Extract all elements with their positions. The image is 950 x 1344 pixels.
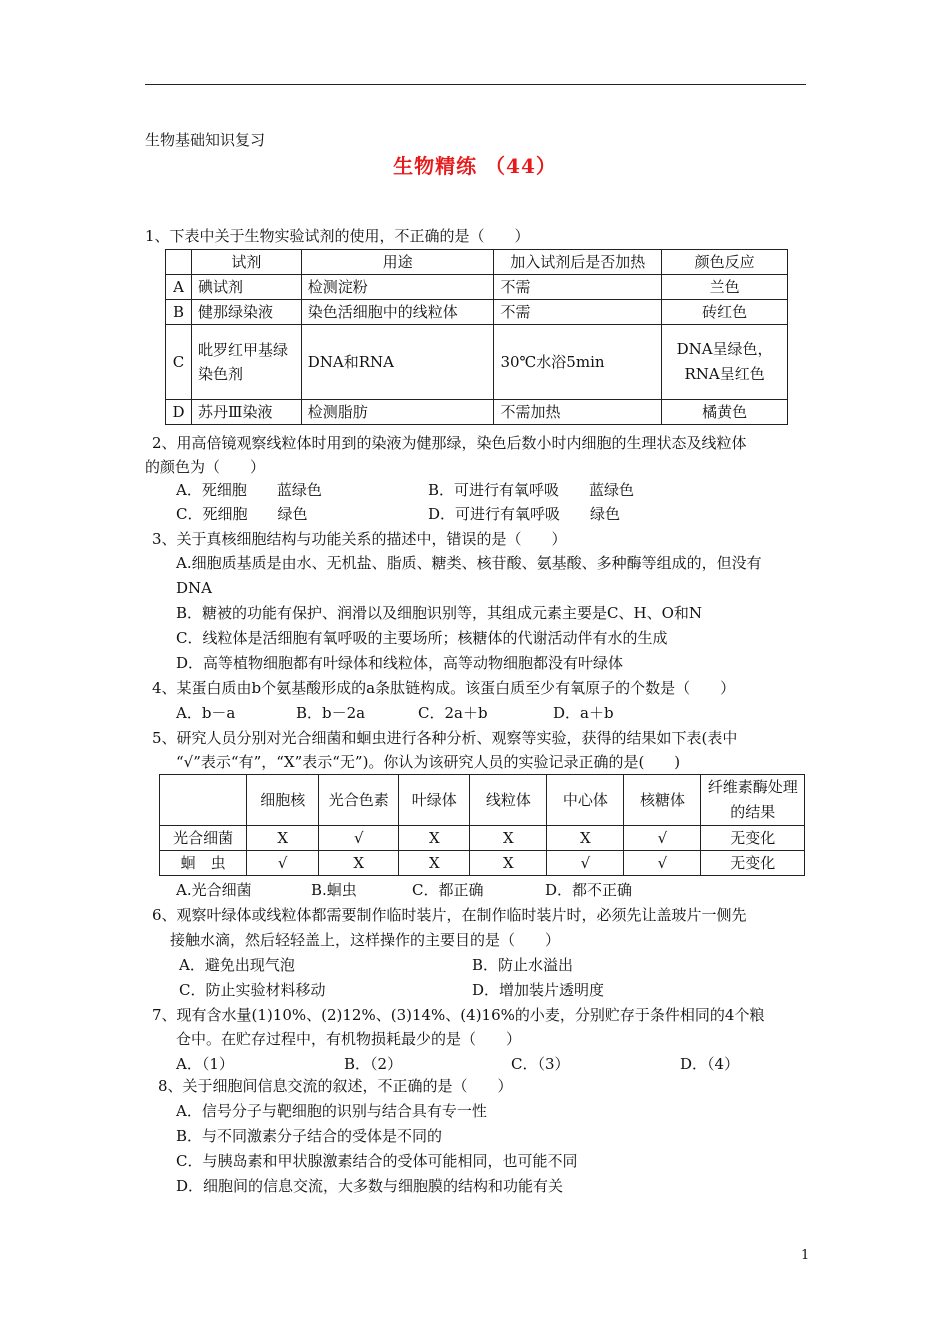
table-cell: A [166, 275, 192, 300]
table-cell: X [399, 826, 470, 851]
table-cell: 无变化 [701, 851, 805, 876]
table-cell: 蛔 虫 [160, 851, 247, 876]
table-row [166, 400, 788, 425]
table-cell: DNA和RNA [301, 325, 494, 400]
q3-stem: 3、关于真核细胞结构与功能关系的描述中，错误的是（ ） [152, 530, 567, 548]
table-cell: 不需 [494, 300, 662, 325]
table-cell: 30℃水浴5min [494, 325, 662, 400]
table-row [160, 826, 805, 851]
q7-stem-line2: 仓中。在贮存过程中，有机物损耗最少的是（ ） [176, 1030, 522, 1048]
table-cell: X [319, 851, 399, 876]
table-cell: X [470, 851, 547, 876]
table-cell: 碘试剂 [191, 275, 301, 300]
table-cell: 染色活细胞中的线粒体 [301, 300, 494, 325]
page-number: 1 [801, 1248, 810, 1263]
q6-stem-line2: 接触水滴，然后轻轻盖上，这样操作的主要目的是（ ） [170, 931, 561, 949]
q3-option-d: D．高等植物细胞都有叶绿体和线粒体，高等动物细胞都没有叶绿体 [176, 654, 624, 672]
table-row [166, 275, 788, 300]
table-cell: 线粒体 [470, 775, 547, 826]
q2-option-a: A．死细胞 蓝绿色 [176, 481, 322, 499]
q2-option-d: D．可进行有氧呼吸 绿色 [428, 505, 621, 523]
table-row [166, 300, 788, 325]
q4-option-b: B．b－2a [296, 704, 366, 722]
table-cell [160, 775, 247, 826]
table-header-row [160, 775, 805, 826]
table-cell [166, 250, 192, 275]
table-cell: D [166, 400, 192, 425]
q6-option-c: C．防止实验材料移动 [179, 981, 326, 999]
table-cell: 不需 [494, 275, 662, 300]
table-cell: √ [624, 851, 701, 876]
q2-option-c: C．死细胞 绿色 [176, 505, 308, 523]
table-header-row [166, 250, 788, 275]
table-cell: C [166, 325, 192, 400]
table-cell: 加入试剂后是否加热 [494, 250, 662, 275]
q6-option-d: D．增加装片透明度 [472, 981, 605, 999]
q2-stem-line2: 的颜色为（ ） [145, 458, 266, 476]
subtitle: 生物基础知识复习 [145, 131, 266, 149]
q4-stem: 4、某蛋白质由b个氨基酸形成的a条肽链构成。该蛋白质至少有氧原子的个数是（ ） [152, 679, 736, 697]
q5-option-a: A.光合细菌 [176, 881, 252, 899]
table-cell: 不需加热 [494, 400, 662, 425]
q5-stem-line1: 5、研究人员分别对光合细菌和蛔虫进行各种分析、观察等实验，获得的结果如下表(表中 [152, 729, 738, 747]
table-cell: 试剂 [191, 250, 301, 275]
table-cell: 吡罗红甲基绿染色剂 [191, 325, 301, 400]
q2-option-b: B．可进行有氧呼吸 蓝绿色 [428, 481, 635, 499]
table-cell: √ [247, 851, 319, 876]
table-cell: 砖红色 [662, 300, 788, 325]
table-cell: √ [624, 826, 701, 851]
table-cell: 用途 [301, 250, 494, 275]
table-cell: X [547, 826, 624, 851]
table-cell: B [166, 300, 192, 325]
table-cell: X [399, 851, 470, 876]
q7-option-a: A．（1） [176, 1055, 234, 1073]
q5-option-b: B.蛔虫 [311, 881, 357, 899]
q4-option-a: A．b－a [176, 704, 236, 722]
q1-table [165, 249, 788, 425]
q3-option-a-line1: A.细胞质基质是由水、无机盐、脂质、糖类、核苷酸、氨基酸、多种酶等组成的，但没有 [176, 554, 762, 572]
q4-option-d: D．a＋b [553, 704, 614, 722]
q3-option-a-line2: DNA [176, 579, 212, 597]
table-cell: DNA呈绿色，RNA呈红色 [662, 325, 788, 400]
table-cell: 纤维素酶处理的结果 [701, 775, 805, 826]
table-cell: X [247, 826, 319, 851]
table-cell: √ [547, 851, 624, 876]
q3-option-b: B．糖被的功能有保护、润滑以及细胞识别等，其组成元素主要是C、H、O和N [176, 604, 703, 622]
q5-option-c: C．都正确 [412, 881, 484, 899]
q1-stem: 1、下表中关于生物实验试剂的使用，不正确的是（ ） [145, 227, 530, 245]
q4-option-c: C．2a＋b [418, 704, 488, 722]
table-cell: X [470, 826, 547, 851]
table-row [166, 325, 788, 400]
table-cell: 光合色素 [319, 775, 399, 826]
q8-stem: 8、关于细胞间信息交流的叙述，不正确的是（ ） [158, 1077, 513, 1095]
q8-option-b: B．与不同激素分子结合的受体是不同的 [176, 1127, 443, 1145]
table-cell: 核糖体 [624, 775, 701, 826]
q2-stem-line1: 2、用高倍镜观察线粒体时用到的染液为健那绿，染色后数小时内细胞的生理状态及线粒体 [152, 434, 747, 452]
q7-option-c: C．（3） [511, 1055, 570, 1073]
q5-stem-line2: “√”表示“有”，“X”表示“无”)。你认为该研究人员的实验记录正确的是( ) [176, 753, 681, 771]
q8-option-c: C．与胰岛素和甲状腺激素结合的受体可能相同，也可能不同 [176, 1152, 578, 1170]
table-cell: 健那绿染液 [191, 300, 301, 325]
table-cell: √ [319, 826, 399, 851]
q7-option-b: B．（2） [344, 1055, 403, 1073]
table-cell: 细胞核 [247, 775, 319, 826]
q6-option-a: A．避免出现气泡 [179, 956, 295, 974]
q7-option-d: D．（4） [680, 1055, 740, 1073]
table-cell: 橘黄色 [662, 400, 788, 425]
table-cell: 兰色 [662, 275, 788, 300]
table-cell: 颜色反应 [662, 250, 788, 275]
header-rule [145, 84, 806, 85]
q5-option-d: D．都不正确 [545, 881, 633, 899]
table-cell: 叶绿体 [399, 775, 470, 826]
q7-stem-line1: 7、现有含水量(1)10%、(2)12%、(3)14%、(4)16%的小麦，分别贮存于条件相同的4个粮 [152, 1006, 765, 1024]
q3-option-c: C．线粒体是活细胞有氧呼吸的主要场所；核糖体的代谢活动伴有水的生成 [176, 629, 668, 647]
table-cell: 检测淀粉 [301, 275, 494, 300]
table-cell: 无变化 [701, 826, 805, 851]
table-cell: 检测脂肪 [301, 400, 494, 425]
q6-option-b: B．防止水溢出 [472, 956, 574, 974]
q8-option-a: A．信号分子与靶细胞的识别与结合具有专一性 [176, 1102, 487, 1120]
table-cell: 中心体 [547, 775, 624, 826]
table-cell: 苏丹Ⅲ染液 [191, 400, 301, 425]
q8-option-d: D．细胞间的信息交流，大多数与细胞膜的结构和功能有关 [176, 1177, 564, 1195]
q6-stem-line1: 6、观察叶绿体或线粒体都需要制作临时装片，在制作临时装片时，必须先让盖玻片一侧先 [152, 906, 747, 924]
q5-table [159, 774, 805, 876]
table-cell: 光合细菌 [160, 826, 247, 851]
table-row [160, 851, 805, 876]
page-title: 生物精练 （44） [393, 154, 557, 178]
